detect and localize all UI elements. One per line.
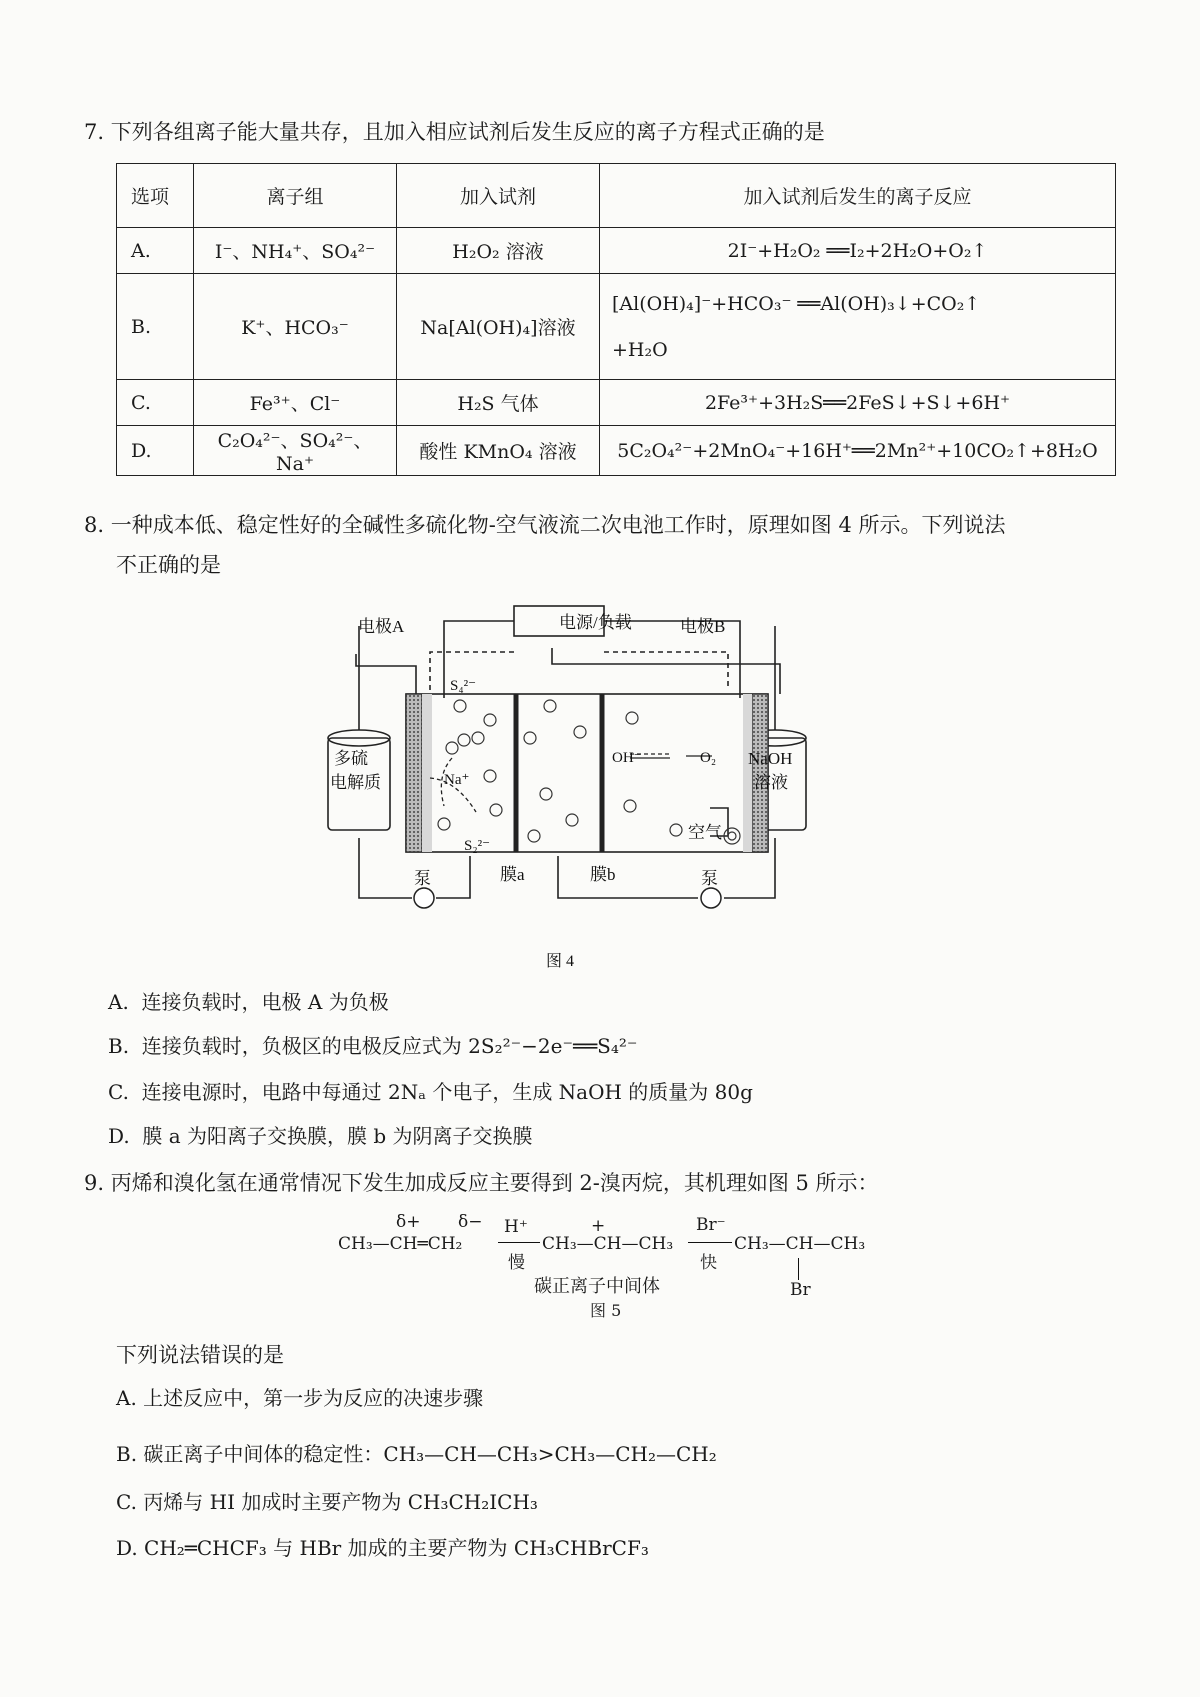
row-reaction: 2Fe³⁺+3H₂S══2FeS↓+S↓+6H⁺ [600, 380, 1116, 426]
s2-label: S₂²⁻ [464, 838, 490, 854]
step2-reagent: Br⁻ [696, 1215, 726, 1235]
right-tank-label-2: 溶液 [754, 773, 788, 792]
figure-5-caption: 图 5 [590, 1301, 622, 1320]
option-text: 连接负载时，负极区的电极反应式为 2S₂²⁻−2e⁻══S₄²⁻ [141, 1034, 638, 1058]
row-option: A. [117, 228, 194, 274]
battery-diagram [330, 598, 860, 978]
delta-minus: δ− [458, 1212, 483, 1232]
row-reagent: H₂S 气体 [397, 380, 600, 426]
row-ions: C₂O₄²⁻、SO₄²⁻、Na⁺ [194, 426, 397, 476]
right-tank-label-1: NaOH [748, 749, 793, 768]
q7-stem: 7. 下列各组离子能大量共存，且加入相应试剂后发生反应的离子方程式正确的是 [84, 120, 825, 144]
option-label: A. [108, 990, 129, 1014]
intermediate-label: 碳正离子中间体 [534, 1276, 660, 1297]
row-ions: K⁺、HCO₃⁻ [194, 274, 397, 380]
q8-stem-line2: 不正确的是 [116, 553, 221, 577]
row-ions: Fe³⁺、Cl⁻ [194, 380, 397, 426]
step1-reagent: H⁺ [504, 1217, 528, 1237]
pump-right-icon [701, 888, 721, 908]
membrane-a-label: 膜a [500, 865, 525, 884]
header-ions: 离子组 [194, 164, 397, 228]
reactant: CH₃—CH═CH₂ [338, 1234, 463, 1254]
row-reaction: 5C₂O₄²⁻+2MnO₄⁻+16H⁺══2Mn²⁺+10CO₂↑+8H₂O [600, 426, 1116, 476]
table-row [117, 426, 1116, 476]
q9-option-c [116, 1488, 538, 1516]
power-label: 电源/负载 [559, 613, 632, 632]
row-reagent: 酸性 KMnO₄ 溶液 [397, 426, 600, 476]
product: CH₃—CH—CH₃ [734, 1234, 866, 1254]
q9-option-d [116, 1534, 649, 1562]
product-bond [798, 1258, 799, 1280]
option-text: 上述反应中，第一步为反应的决速步骤 [143, 1386, 484, 1410]
intermediate: CH₃—CH—CH₃ [542, 1234, 674, 1254]
figure-4-caption: 图 4 [546, 953, 575, 970]
option-label: B. [108, 1034, 130, 1058]
option-label: D. [116, 1536, 138, 1560]
q9-option-b [116, 1440, 717, 1468]
option-text: 连接负载时，电极 A 为负极 [141, 990, 389, 1014]
pump-left-icon [414, 888, 434, 908]
left-tank-label-2: 电解质 [330, 773, 381, 792]
row-ions: I⁻、NH₄⁺、SO₄²⁻ [194, 228, 397, 274]
header-option: 选项 [117, 164, 194, 228]
table-row [117, 228, 1116, 274]
step1-arrow [498, 1242, 540, 1243]
option-label: D. [108, 1124, 130, 1148]
electrode-b-layer [743, 694, 752, 852]
pump-left-label: 泵 [414, 869, 431, 888]
step2-arrow [688, 1242, 732, 1243]
o2-label: O₂ [700, 750, 717, 766]
row-reagent: H₂O₂ 溶液 [397, 228, 600, 274]
row-option: C. [117, 380, 194, 426]
row-option: D. [117, 426, 194, 476]
s4-label: S₄²⁻ [450, 678, 476, 694]
q8-option-b [108, 1032, 637, 1060]
air-label: 空气 [688, 823, 722, 842]
electrode-a-label: 电极A [358, 617, 405, 636]
option-text: 膜 a 为阳离子交换膜，膜 b 为阴离子交换膜 [142, 1124, 533, 1148]
q9-option-a [116, 1384, 483, 1412]
option-label: C. [108, 1080, 129, 1104]
bromine-label: Br [790, 1280, 811, 1300]
oh-label: OH⁻ [612, 750, 642, 766]
header-reaction: 加入试剂后发生的离子反应 [600, 164, 1116, 228]
q9-lead: 下列说法错误的是 [116, 1343, 284, 1367]
option-text: 丙烯与 HI 加成时主要产物为 CH₃CH₂ICH₃ [143, 1490, 538, 1514]
q7-table [116, 163, 1116, 476]
q9-stem: 9. 丙烯和溴化氢在通常情况下发生加成反应主要得到 2-溴丙烷，其机理如图 5 所示： [84, 1171, 879, 1195]
table-row [117, 380, 1116, 426]
pump-right-label: 泵 [701, 869, 718, 888]
header-reagent: 加入试剂 [397, 164, 600, 228]
reaction-line-2: +H₂O [612, 338, 668, 361]
option-label: A. [116, 1386, 137, 1410]
na-label: Na⁺ [444, 772, 470, 788]
table-row [117, 274, 1116, 380]
step2-rate: 快 [700, 1253, 717, 1273]
q8-stem-line1: 8. 一种成本低、稳定性好的全碱性多硫化物-空气液流二次电池工作时，原理如图 4 所示。下列说法 [84, 513, 1006, 537]
row-reaction: 2I⁻+H₂O₂ ══I₂+2H₂O+O₂↑ [600, 228, 1116, 274]
option-label: B. [116, 1442, 138, 1466]
left-tank-label-1: 多硫 [334, 749, 368, 768]
membrane-b-label: 膜b [590, 865, 616, 884]
option-text: 碳正离子中间体的稳定性：CH₃—CH—CH₃>CH₃—CH₂—CH₂ [143, 1442, 717, 1466]
electrode-b-label: 电极B [680, 617, 726, 636]
table-header-row [117, 164, 1116, 228]
step1-rate: 慢 [508, 1253, 525, 1273]
q8-option-d [108, 1122, 533, 1150]
carbocation-plus: + [591, 1216, 606, 1236]
mechanism-scheme [338, 1212, 898, 1320]
q8-option-c [108, 1078, 753, 1106]
delta-plus: δ+ [396, 1212, 421, 1232]
option-label: C. [116, 1490, 137, 1514]
row-option: B. [117, 274, 194, 380]
reaction-line-1: [Al(OH)₄]⁻+HCO₃⁻ ══Al(OH)₃↓+CO₂↑ [612, 292, 981, 315]
option-text: CH₂═CHCF₃ 与 HBr 加成的主要产物为 CH₃CHBrCF₃ [144, 1536, 649, 1560]
q8-option-a [108, 988, 389, 1016]
option-text: 连接电源时，电路中每通过 2Nₐ 个电子，生成 NaOH 的质量为 80g [141, 1080, 753, 1104]
electrode-a [406, 694, 422, 852]
row-reagent: Na[Al(OH)₄]溶液 [397, 274, 600, 380]
electrode-a-layer [422, 694, 432, 852]
row-reaction [600, 274, 1116, 380]
